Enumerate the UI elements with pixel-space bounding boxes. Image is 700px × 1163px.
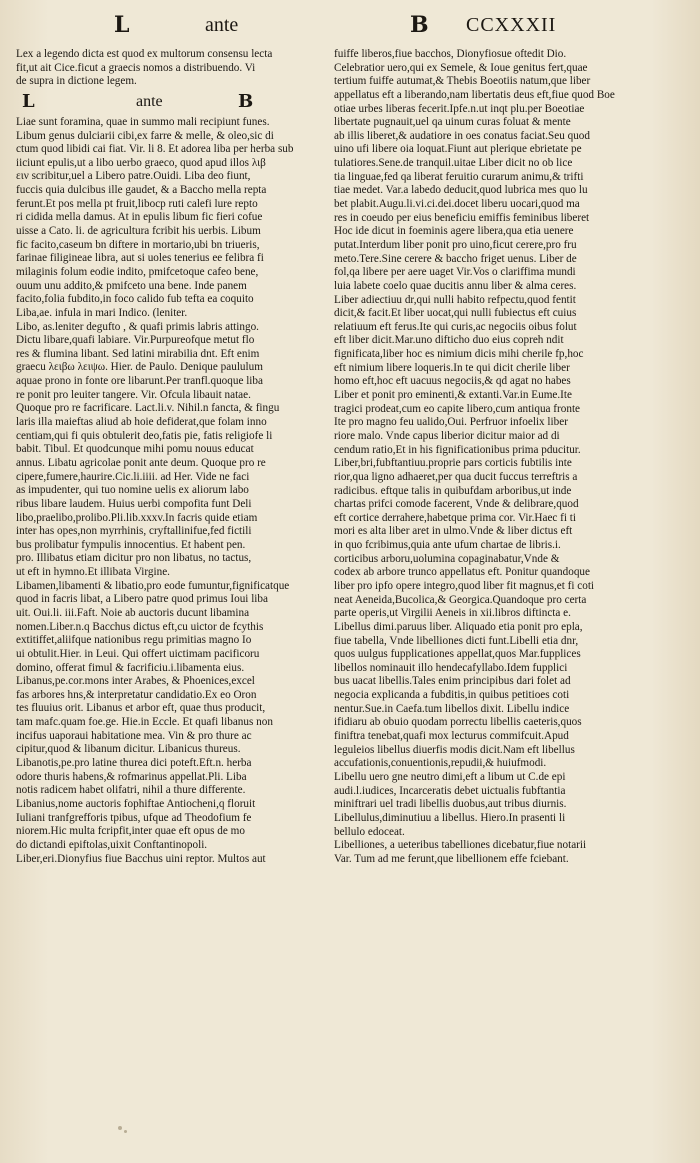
header-initial-right: B (410, 12, 429, 38)
text-line: miniftrari uel tradi libellis duobus,aut tribus diurnis. (334, 798, 567, 811)
text-line: farinae filigineae libra, aut si uoles tenerius ee felibra fi (16, 252, 264, 265)
text-line: uino ufi libere oia loquat.Fiunt aut plerique ebrietate pe (334, 143, 582, 156)
text-line: tiae medet. Var.a labedo deducit,quod lubrica mes quo lu (334, 184, 588, 197)
text-line: corticibus arboru,uolumina copaginabatur,Vnde & (334, 552, 560, 565)
text-line: ειν scribitur,uel a Libero patre.Ouidi. Liba deo fiunt, (16, 170, 251, 183)
text-line: ab illis liberet,& audatiore in oes conatus faciat.Seu quod (334, 129, 590, 142)
header-word: ante (205, 14, 239, 36)
text-line: otiae urbes liberas fecerit.Ipfe.n.ut inqt plu.per Boeotiae (334, 102, 585, 115)
text-line: Liber,bri,fubftantiuu.proprie pars corticis fubtilis inte (334, 457, 572, 470)
left-body-block (16, 116, 334, 866)
text-line: Var. Tum ad me ferunt,que libellionem effe fciebant. (334, 852, 569, 865)
text-line: Libelliones, a ueteribus tabelliones dicebatur,fiue notarii (334, 839, 587, 852)
text-line: tam mafc.quam foe.ge. Hie.in Eccle. Et quafi libanus non (16, 716, 273, 729)
text-line: liber pro ipfo opere integro,quod liber fit magnus,et fi coti (334, 579, 595, 592)
text-line: uisse a Cato. li. de agricultura fcribit his uerbis. Libum (16, 225, 261, 238)
paper-speck (118, 1126, 122, 1130)
text-line: ouum unu addito,& pmifceto una bene. Inde panem (16, 279, 247, 292)
text-line: Liae sunt foramina, quae in summo mali recipiunt funes. (16, 115, 270, 128)
text-line: leguleios libellus diuerfis modis dicit.Nam eft libellus (334, 743, 575, 756)
text-line: as impudenter, qui tuo nomine uelis ex aliorum labo (16, 484, 249, 497)
text-line: graecu λειβω λειψω. Hier. de Paulo. Denique paululum (16, 361, 263, 374)
text-line: tia linguae,fed qa liberat feruitio curarum animu,& trifti (334, 170, 584, 183)
text-line: ifidiaru ab obuio quodam porrectu libellis caeteris,quos (334, 716, 582, 729)
text-line: libellos nominauit illo hendecafyllabo.Idem fupplici (334, 661, 568, 674)
text-line: do dictandi epiftolas,uixit Conftantinopoli. (16, 838, 208, 851)
text-line: centiam,qui fi quis obtulerit deo,fatis pie, fatis religiofe li (16, 429, 273, 442)
header-initial-left: L (114, 12, 130, 38)
text-line: annus. Libatu agricolae ponit ante deum. Quoque pro re (16, 456, 266, 469)
text-line: radicibus. eftque talis in quibufdam arboribus,ut inde (334, 484, 572, 497)
text-line: Liber et ponit pro eminenti,& extanti.Var.in Eume.Ite (334, 389, 572, 402)
text-line: fas arbores hns,& interpretatur candidatio.Ex eo Oron (16, 688, 257, 701)
text-line: eft nimium libere loqueris.In te qui dicit cherile liber (334, 361, 570, 374)
text-line: tulatiores.Sene.de tranquil.uitae Liber dicit no ob lice (334, 157, 573, 170)
text-line: putat.Interdum liber ponit pro uino,ficut cerere,pro fru (334, 238, 577, 251)
text-line: libo,praelibo,prolibo.Pli.lib.xxxv.In facris quide etiam (16, 511, 258, 524)
text-line: ferunt.Et pos mella pt fruit,libocp ruti calefi lure repto (16, 197, 258, 210)
text-line: libertate pugnauit,uel qa uinum curas foluat & mente (334, 116, 571, 129)
text-line: eft liber dicit.Mar.uno difticho duo eius copreh ndit (334, 334, 564, 347)
left-column (16, 48, 334, 866)
text-line: riore malo. Vnde capus liberior dicitur maior ad di (334, 429, 560, 442)
subheading-initial-right: B (238, 90, 254, 112)
text-line: dicit,& facit.Et liber uocat,qui nulli fubiectus eft cuius (334, 307, 577, 320)
text-line: Libum genus dulciarii cibi,ex farre & melle, & oleo,sic di (16, 129, 274, 142)
text-line: ctum quod libidi cai fiat. Vir. li 8. Et adorea liba per herba sub (16, 143, 294, 156)
text-line: in quo fcribimus,quia ante ufum chartae de libris.i. (334, 539, 561, 552)
text-line: cendum ratio,Et in his fignificationibus prima pducitur. (334, 443, 581, 456)
text-line: fuccis quia dulcibus ille gaudet, & a Baccho mella repta (16, 184, 267, 197)
running-header (0, 12, 700, 46)
text-line: cipere,fumere,haurire.Cic.li.iiii. ad Her. Vide ne faci (16, 470, 250, 483)
text-line: chartas prifci comode facerent, Vnde & delibrare,quod (334, 498, 579, 511)
text-line: ut eft in hymno.Et illibata Virgine. (16, 566, 170, 579)
text-line: mori es alta liber aret in ulmo.Vnde & liber dictus eft (334, 525, 573, 538)
text-line: luia labete coelo quae ducitis annu liber & alma ceres. (334, 279, 577, 292)
text-line: Liber,eri.Dionyfius fiue Bacchus uini reptor. Multos aut (16, 852, 266, 865)
left-intro-block (16, 48, 334, 89)
text-line: tes fluuius orit. Libanus et arbor eft, quae thus producit, (16, 702, 266, 715)
text-line: re ponit pro leuiter tangere. Vir. Ofcula libauit natae. (16, 388, 251, 401)
text-line: aquae prono in fonte ore libarunt.Per tranfl.quoque liba (16, 375, 263, 388)
subheading-initial-left: L (22, 90, 35, 112)
text-line: inter has opes,non myrrhinis, cryftallinifue,fed fictili (16, 525, 252, 538)
text-line: Liba,ae. infula in mari Indico. (leniter. (16, 306, 188, 319)
text-line: nomen.Liber.n.q Bacchus dictus eft,cu uictor de fcythis (16, 620, 264, 633)
text-line: res & flumina libant. Sed latini mirabilia dnt. Eft enim (16, 347, 260, 360)
text-line: bus uacat libellis.Tales enim principibus dari folet ad (334, 675, 571, 688)
text-line: bus prolibatur fympulis innocentius. Et habent pen. (16, 538, 246, 551)
text-line: niorem.Hic multa fcripfit,inter quae eft opus de mo (16, 825, 245, 838)
text-line: uit. Oui.li. iii.Faft. Noie ab auctoris ducunt libamina (16, 606, 250, 619)
text-line: meto.Tere.Sine cerere & baccho friget uenus. Liber de (334, 252, 577, 265)
text-line: Hoc ide dicut in foeminis agere libera,qua etia uenere (334, 225, 574, 238)
text-line: facito,folia fubdito,in foco calido fub tefta ea coquito (16, 293, 254, 306)
text-line: finiftra tenebat,quafi mox lecturus commifcuit.Apud (334, 730, 569, 743)
text-line: domino, offerat fimul & facrificiu.i.libamenta eius. (16, 661, 245, 674)
text-line: quos uulgus fupplicationes appellat,quos Mar.fupplices (334, 648, 581, 661)
paper-speck (124, 1130, 127, 1133)
text-line: fic facito,caseum bn diftere in mortario,ubi bn triueris, (16, 238, 260, 251)
text-line: Libanius,nome auctoris fophiftae Antiocheni,q floruit (16, 797, 256, 810)
text-line: incifus uaporaui habitatione mea. Vin & pro thure ac (16, 729, 252, 742)
text-line: Dictu libare,quafi labiare. Vir.Purpureofque metut flo (16, 334, 255, 347)
text-line: Quoque pro re facrificare. Lact.li.v. Nihil.n fancta, & fingu (16, 402, 280, 415)
text-line: Libo, as.leniter degufto , & quafi primis labris attingo. (16, 320, 259, 333)
text-line: iiciunt epulis,ut a libo uerbo graeco, quod apud illos λιβ (16, 156, 266, 169)
text-line: codex ab arbore trunco appellatus eft. Ponitur quandoque (334, 566, 590, 579)
text-line: parte operis,ut Virgilii Aeneis in xii.libros diftincta e. (334, 607, 571, 620)
text-line: Libamen,libamenti & libatio,pro eode fumuntur,fignificatque (16, 579, 290, 592)
text-line: bet plabit.Augu.li.vi.ci.dei.docet liberu uocari,quod ma (334, 198, 580, 211)
subheading-word: ante (136, 92, 163, 110)
text-line: homo eft,hoc eft uacuus negociis,& qd agat no habes (334, 375, 571, 388)
text-line: fiue tabella, Vnde libelliones dicti funt.Libelli etia dnr, (334, 634, 579, 647)
text-line: negocia explicanda a fubditis,in quibus petitioes coti (334, 689, 570, 702)
text-line: Liber adiectiuu dr,qui nulli habito refpectu,quod fentit (334, 293, 576, 306)
text-line: accufationis,conuentionis,repudii,& huiufmodi. (334, 757, 547, 770)
text-line: Libanus,pe.cor.mons inter Arabes, & Phoenices,excel (16, 675, 255, 688)
text-line: pro. Illibatus etiam dicitur pro non libatus, no tactus, (16, 552, 252, 565)
text-line: nentur.Sue.in Caefa.tum libellos dixit. Libellu indice (334, 702, 570, 715)
text-line: relatiuum eft ferus.Ite qui curis,ac negociis oibus folut (334, 320, 577, 333)
text-line: tragici prodeat,cum eo capite libero,cum antiqua fronte (334, 402, 581, 415)
text-line: ri cidida mella damus. At in epulis libum fic fieri cofue (16, 211, 263, 224)
text-line: fol,qa libere per aere uaget Vir.Vos o clariffima mundi (334, 266, 576, 279)
text-line: ribus libare laudem. Huius uerbi compofita funt Deli (16, 497, 252, 510)
text-line: notis radicem habet olifatri, nihil a thure differente. (16, 784, 246, 797)
text-line: Ite pro magno feu ualido,Oui. Perfruor infoelix liber (334, 416, 568, 429)
text-line: odore thuris habens,& rofmarinus appellat.Pli. Liba (16, 770, 247, 783)
text-line: extitiffet,aliifque nationibus regu primitias magno Io (16, 634, 252, 647)
section-subheading (16, 92, 334, 112)
text-line: cipitur,quod & libanum dicitur. Libanicus thureus. (16, 743, 241, 756)
text-line: babit. Tibul. Et quodcunque mihi pomu nouus educat (16, 443, 254, 456)
text-line: audi.l.iudices, Incarceratis debet uictualis fubftantia (334, 784, 566, 797)
text-line: ui obtulit.Hier. in Leui. Qui offert uictimam pacificoru (16, 647, 260, 660)
text-line: Iuliani tranfgrefforis tpibus, ufque ad Theodofium fe (16, 811, 252, 824)
text-line: eft cortice derrahere,habetque prima cor. Vir.Haec fi ti (334, 511, 577, 524)
text-line: quod in facris libat, a Libero patre quod primus Ioui liba (16, 593, 268, 606)
text-line: Lex a legendo dicta est quod ex multorum consensu lecta (16, 48, 273, 60)
text-line: Libellulus,diminutiuu a libellus. Hiero.In prasenti li (334, 811, 566, 824)
text-line: Libanotis,pe.pro latine thurea dici poteft.Eft.n. herba (16, 757, 252, 770)
text-line: rior,qua ligno adhaeret,per qua ducit fuccus terreftris a (334, 470, 578, 483)
text-line: Libellu uero gne neutro dimi,eft a libum ut C.de epi (334, 770, 566, 783)
text-line: res in coeudo per eius beneficiu emiffis feminibus liberet (334, 211, 590, 224)
text-line: milaginis folum eodie indito, pmifcetoque cafeo bene, (16, 265, 259, 278)
text-line: Celebratior uero,qui ex Semele, & Ioue genitus fert,quae (334, 61, 588, 74)
text-line: fit,ut ait Cice.ficut a graecis nomos a distribuendo. Vi (16, 61, 256, 74)
text-line: bellulo edoceat. (334, 825, 405, 838)
right-column (334, 48, 652, 866)
text-line: de supra in dictione legem. (16, 75, 137, 88)
text-line: fuiffe liberos,fiue bacchos, Dionyfiosue oftedit Dio. (334, 48, 567, 60)
text-line: laris illa maieftas aliud ab hoie defiderat,que folam inno (16, 416, 267, 429)
text-line: Libellus dimi.paruus liber. Aliquado etia ponit pro epla, (334, 620, 583, 633)
text-line: tertium fuiffe autumat,& Thebis Boeotiis natum,que liber (334, 75, 591, 88)
text-line: neat Aeneida,Bucolica,& Georgica.Quandoque pro certa (334, 593, 587, 606)
text-line: fignificata,liber hoc es nimium dicis mihi cherile fp,hoc (334, 348, 584, 361)
text-line: appellatus eft a liberando,nam libertatis deus eft,fiue quod Boe (334, 88, 615, 101)
folio-number: CCXXXII (466, 14, 557, 36)
